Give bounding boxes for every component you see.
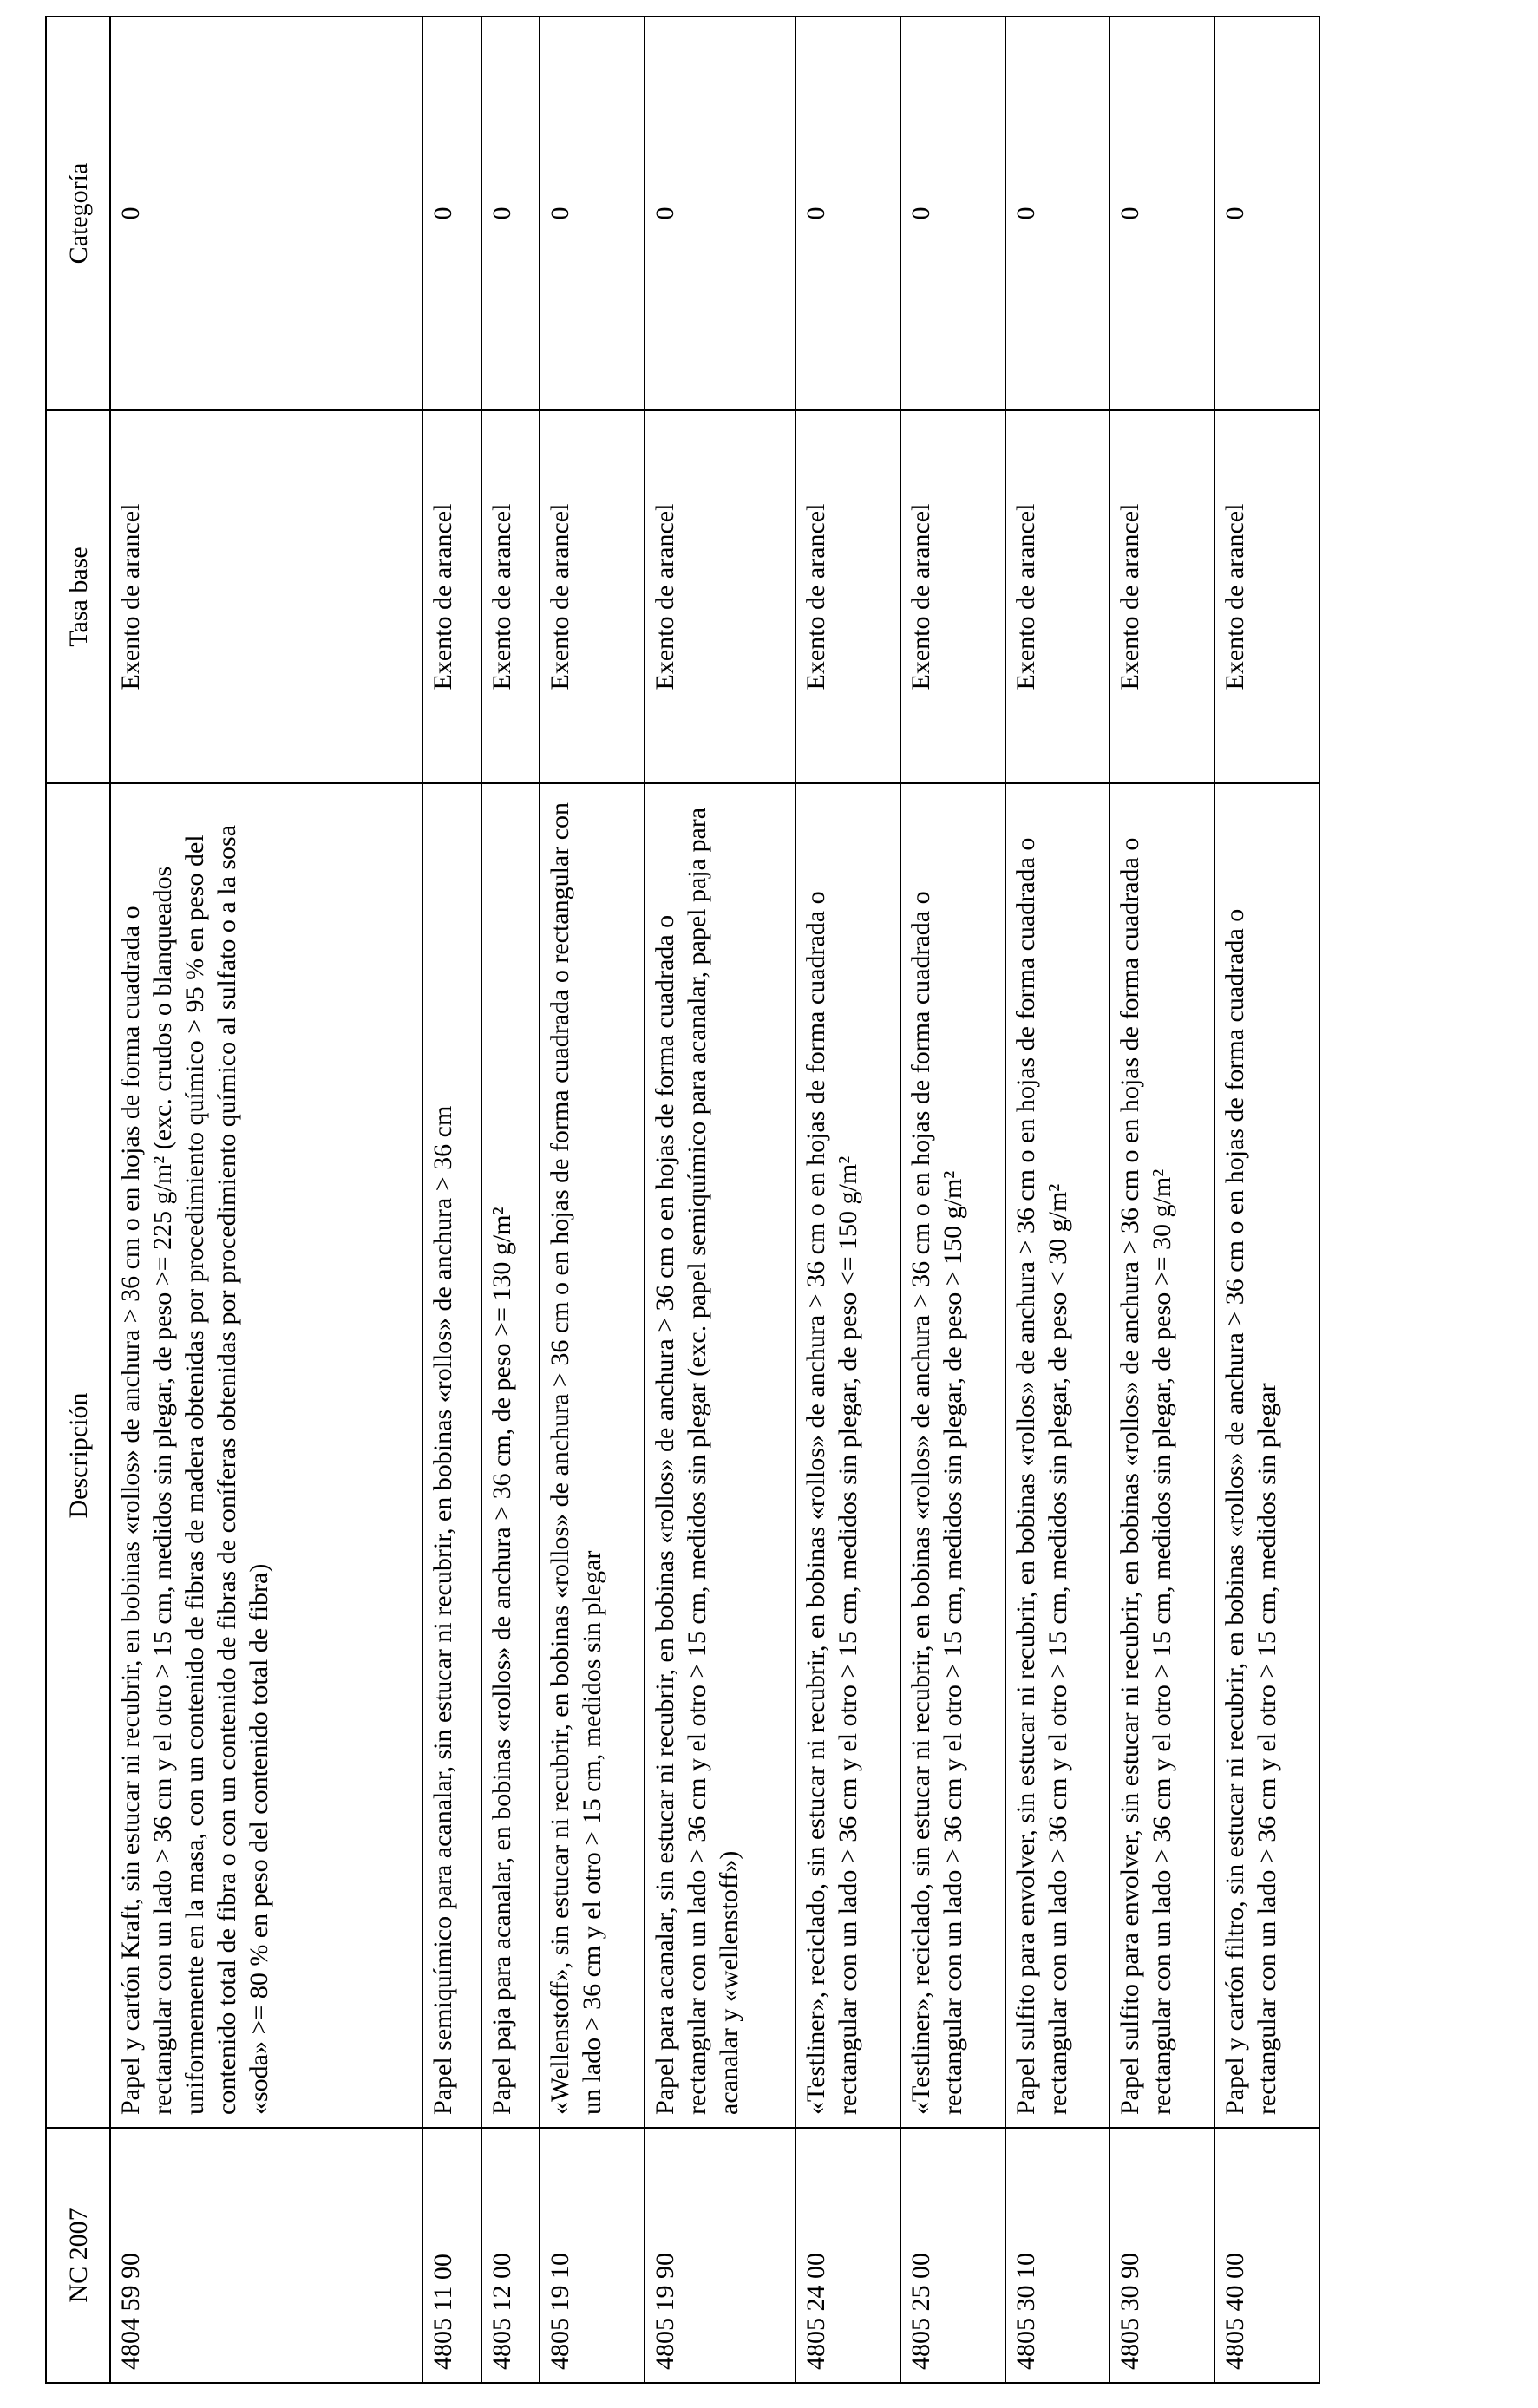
row-category: 0 — [645, 16, 795, 410]
row-description: Papel sulfito para envolver, sin estucar ni recubrir, en bobinas «rollos» de anchura > 36 cm o en hojas de forma cuadrada o rectangular con un lado > 36 cm y el otro > 15 cm, medidos sin plegar, de peso >= 30 g/m² — [1109, 783, 1214, 2128]
row-description: «Testliner», reciclado, sin estucar ni recubrir, en bobinas «rollos» de anchura > 36 cm o en hojas de forma cuadrada o rectangular con un lado > 36 cm y el otro > 15 cm, medidos sin plegar, de peso > 150 g/m² — [900, 783, 1005, 2128]
row-base-rate: Exento de arancel — [422, 410, 481, 783]
row-category: 0 — [1214, 16, 1319, 410]
table-row — [1109, 16, 1214, 2383]
row-base-rate: Exento de arancel — [1214, 410, 1319, 783]
row-description: «Testliner», reciclado, sin estucar ni recubrir, en bobinas «rollos» de anchura > 36 cm o en hojas de forma cuadrada o rectangular con un lado > 36 cm y el otro > 15 cm, medidos sin plegar, de peso <= 150 g/m² — [795, 783, 900, 2128]
row-code: 4805 30 10 — [1005, 2128, 1110, 2383]
row-code: 4805 19 10 — [540, 2128, 645, 2383]
table-row — [540, 16, 645, 2383]
table-row — [795, 16, 900, 2383]
row-description: Papel y cartón Kraft, sin estucar ni recubrir, en bobinas «rollos» de anchura > 36 cm o en hojas de forma cuadrada o rectangular con un lado > 36 cm y el otro > 15 cm, medidos sin plegar, de peso >= 225 g/m² (exc. crudos o blanqueados uniformemente en la masa, con un contenido de fibras de madera obtenidas por procedimiento químico > 95 % en peso del contenido total de fibra o con un contenido de fibras de coníferas obtenidas por procedimiento químico al sulfato o a la sosa «soda» >= 80 % en peso del contenido total de fibra) — [110, 783, 422, 2128]
row-code: 4805 19 90 — [645, 2128, 795, 2383]
table-row — [110, 16, 422, 2383]
row-base-rate: Exento de arancel — [645, 410, 795, 783]
table-row — [481, 16, 540, 2383]
row-category: 0 — [110, 16, 422, 410]
table-row — [422, 16, 481, 2383]
row-code: 4805 30 90 — [1109, 2128, 1214, 2383]
row-description: Papel paja para acanalar, en bobinas «rollos» de anchura > 36 cm, de peso >= 130 g/m² — [481, 783, 540, 2128]
row-base-rate: Exento de arancel — [110, 410, 422, 783]
header-category: Categoría — [46, 16, 110, 410]
row-code: 4805 11 00 — [422, 2128, 481, 2383]
tariff-table — [45, 16, 1320, 2384]
row-description: Papel y cartón filtro, sin estucar ni recubrir, en bobinas «rollos» de anchura > 36 cm o en hojas de forma cuadrada o rectangular con un lado > 36 cm y el otro > 15 cm, medidos sin plegar — [1214, 783, 1319, 2128]
row-code: 4805 25 00 — [900, 2128, 1005, 2383]
row-category: 0 — [422, 16, 481, 410]
row-code: 4805 40 00 — [1214, 2128, 1319, 2383]
row-category: 0 — [1005, 16, 1110, 410]
row-description: Papel para acanalar, sin estucar ni recubrir, en bobinas «rollos» de anchura > 36 cm o en hojas de forma cuadrada o rectangular con un lado > 36 cm y el otro > 15 cm, medidos sin plegar (exc. papel semiquímico para acanalar, papel paja para acanalar y «wellenstoff») — [645, 783, 795, 2128]
row-code: 4805 24 00 — [795, 2128, 900, 2383]
row-category: 0 — [540, 16, 645, 410]
table-row — [1214, 16, 1319, 2383]
row-code: 4805 12 00 — [481, 2128, 540, 2383]
row-base-rate: Exento de arancel — [1005, 410, 1110, 783]
rotated-page — [45, 17, 1320, 2384]
row-category: 0 — [900, 16, 1005, 410]
row-base-rate: Exento de arancel — [1109, 410, 1214, 783]
header-code: NC 2007 — [46, 2128, 110, 2383]
table-row — [1005, 16, 1110, 2383]
row-base-rate: Exento de arancel — [900, 410, 1005, 783]
row-category: 0 — [795, 16, 900, 410]
row-base-rate: Exento de arancel — [540, 410, 645, 783]
row-base-rate: Exento de arancel — [481, 410, 540, 783]
table-row — [645, 16, 795, 2383]
row-category: 0 — [481, 16, 540, 410]
row-description: Papel semiquímico para acanalar, sin estucar ni recubrir, en bobinas «rollos» de anchura > 36 cm — [422, 783, 481, 2128]
row-base-rate: Exento de arancel — [795, 410, 900, 783]
header-base-rate: Tasa base — [46, 410, 110, 783]
table-row — [900, 16, 1005, 2383]
row-description: «Wellenstoff», sin estucar ni recubrir, en bobinas «rollos» de anchura > 36 cm o en hojas de forma cuadrada o rectangular con un lado > 36 cm y el otro > 15 cm, medidos sin plegar — [540, 783, 645, 2128]
row-category: 0 — [1109, 16, 1214, 410]
row-description: Papel sulfito para envolver, sin estucar ni recubrir, en bobinas «rollos» de anchura > 36 cm o en hojas de forma cuadrada o rectangular con un lado > 36 cm y el otro > 15 cm, medidos sin plegar, de peso < 30 g/m² — [1005, 783, 1110, 2128]
header-description: Descripción — [46, 783, 110, 2128]
header-row — [46, 16, 110, 2383]
row-code: 4804 59 90 — [110, 2128, 422, 2383]
